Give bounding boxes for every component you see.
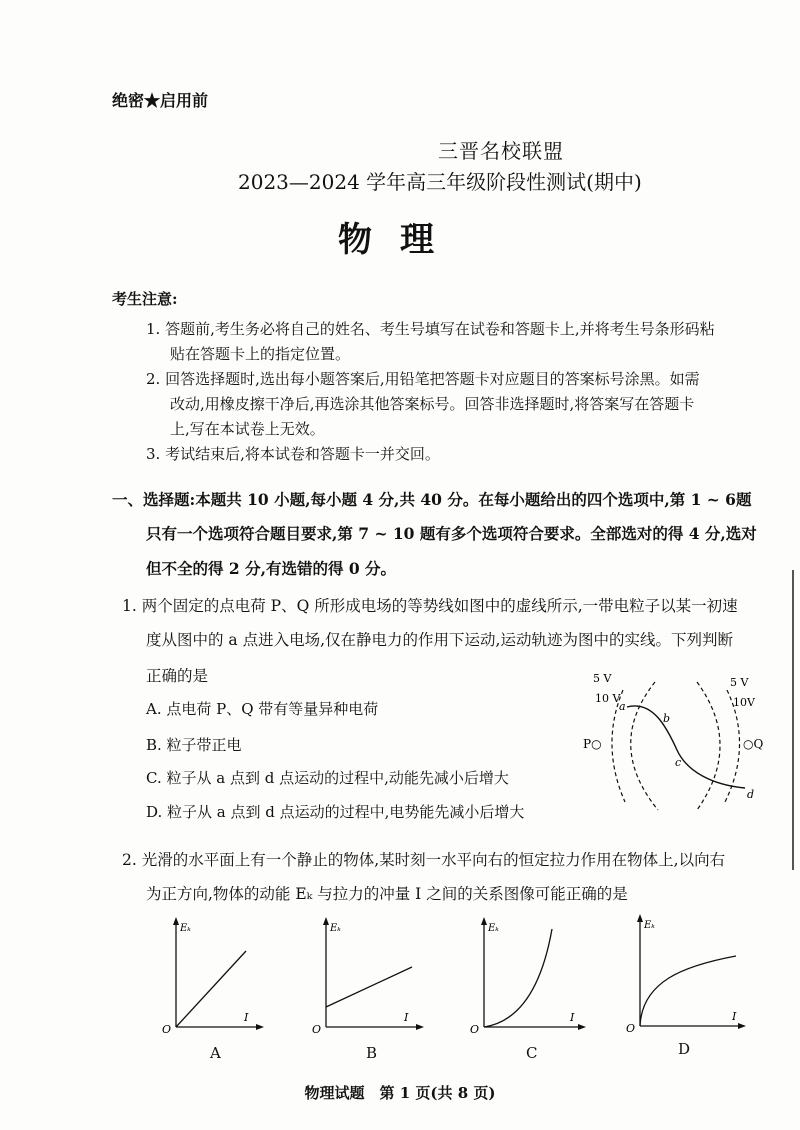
charge-p: P○ xyxy=(583,737,602,751)
charge-q: ○Q xyxy=(743,737,764,751)
notice-line: 3. 考试结束后,将本试卷和答题卡一并交回。 xyxy=(146,445,440,463)
graph-d-caption: D xyxy=(678,1040,691,1058)
question-1-stem: 1. 两个固定的点电荷 P、Q 所形成电场的等势线如图中的虚线所示,一带电粒子以某一初速 xyxy=(122,597,738,615)
y-axis-arrow xyxy=(481,917,487,925)
graph-b xyxy=(308,915,428,1035)
label-10v-right: 10V xyxy=(733,696,755,709)
equipotential-line-left-5v xyxy=(631,682,658,810)
notice-line: 1. 答题前,考生务必将自己的姓名、考生号填写在试卷和答题卡上,并将考生号条形码粘 xyxy=(146,320,715,338)
curve-parabolic xyxy=(484,929,552,1027)
point-a: a xyxy=(619,700,626,713)
x-label: I xyxy=(570,1011,575,1024)
x-axis-arrow xyxy=(256,1024,264,1030)
origin-label: O xyxy=(162,1023,172,1035)
graph-a-caption: A xyxy=(210,1044,221,1062)
graph-a xyxy=(158,915,268,1035)
origin-label: O xyxy=(312,1023,322,1035)
section-heading-line: 但不全的得 2 分,有选错的得 0 分。 xyxy=(146,559,397,578)
question-2-stem: 2. 光滑的水平面上有一个静止的物体,某时刻一水平向右的恒定拉力作用在物体上,以向右 xyxy=(122,851,726,869)
x-axis-arrow xyxy=(578,1024,586,1030)
origin-label: O xyxy=(470,1023,480,1035)
x-label: I xyxy=(404,1011,409,1024)
question-1-stem: 正确的是 xyxy=(146,667,209,685)
question-1-option-b: B. 粒子带正电 xyxy=(146,736,242,754)
y-axis-arrow xyxy=(173,917,179,925)
subject-title: 物理 xyxy=(338,220,462,260)
section-heading: 一、选择题:本题共 10 小题,每小题 4 分,共 40 分。在每小题给出的四个选项中,第 1 ~ 6题 xyxy=(112,490,752,509)
label-5v-right: 5 V xyxy=(730,676,749,689)
notice-line: 2. 回答选择题时,选出每小题答案后,用铅笔把答题卡对应题目的答案标号涂黑。如需 xyxy=(146,370,700,388)
y-label: Eₖ xyxy=(488,923,499,934)
point-c: c xyxy=(675,756,682,769)
particle-trajectory xyxy=(627,706,745,788)
point-b: b xyxy=(663,712,671,725)
origin-label: O xyxy=(626,1022,636,1034)
x-label: I xyxy=(732,1010,737,1023)
equipotential-line-right-5v xyxy=(697,682,720,810)
question-1-option-d: D. 粒子从 a 点到 d 点运动的过程中,电势能先减小后增大 xyxy=(146,803,525,821)
graph-c-caption: C xyxy=(526,1044,538,1062)
label-10v-left: 10 V xyxy=(595,692,621,705)
confidential-mark: 绝密★启用前 xyxy=(112,91,209,110)
y-label: Eₖ xyxy=(180,923,191,934)
graph-c xyxy=(466,915,591,1035)
x-axis-arrow xyxy=(416,1024,424,1030)
y-label: Eₖ xyxy=(644,920,655,931)
curve-sqrt xyxy=(640,956,736,1026)
y-axis-arrow xyxy=(323,917,329,925)
graph-d xyxy=(622,912,750,1034)
curve-linear-offset xyxy=(326,967,412,1007)
curve-linear xyxy=(176,951,246,1027)
y-label: Eₖ xyxy=(330,923,341,934)
notice-title: 考生注意: xyxy=(112,290,178,308)
exam-title: 2023—2024 学年高三年级阶段性测试(期中) xyxy=(238,170,642,194)
x-axis-arrow xyxy=(738,1023,746,1029)
page-edge-shadow xyxy=(792,570,794,870)
page-footer: 物理试题 第 1 页(共 8 页) xyxy=(304,1084,496,1102)
notice-line: 改动,用橡皮擦干净后,再选涂其他答案标号。回答非选择题时,将答案写在答题卡 xyxy=(170,395,695,413)
equipotential-figure xyxy=(575,670,775,820)
graph-b-caption: B xyxy=(366,1044,378,1062)
question-2-stem: 为正方向,物体的动能 Eₖ 与拉力的冲量 I 之间的关系图像可能正确的是 xyxy=(146,885,628,903)
y-axis-arrow xyxy=(637,914,643,922)
notice-line: 贴在答题卡上的指定位置。 xyxy=(170,345,351,363)
question-1-stem: 度从图中的 a 点进入电场,仅在静电力的作用下运动,运动轨迹为图中的实线。下列判断 xyxy=(146,631,733,649)
section-heading-line: 只有一个选项符合题目要求,第 7 ~ 10 题有多个选项符合要求。全部选对的得 4 分,选对 xyxy=(146,524,757,543)
league-name: 三晋名校联盟 xyxy=(438,139,564,163)
question-1-option-a: A. 点电荷 P、Q 带有等量异种电荷 xyxy=(146,700,379,718)
x-label: I xyxy=(244,1011,249,1024)
label-5v-left: 5 V xyxy=(593,672,612,685)
question-1-option-c: C. 粒子从 a 点到 d 点运动的过程中,动能先减小后增大 xyxy=(146,769,509,787)
point-d: d xyxy=(747,788,755,801)
notice-line: 上,写在本试卷上无效。 xyxy=(170,420,325,438)
